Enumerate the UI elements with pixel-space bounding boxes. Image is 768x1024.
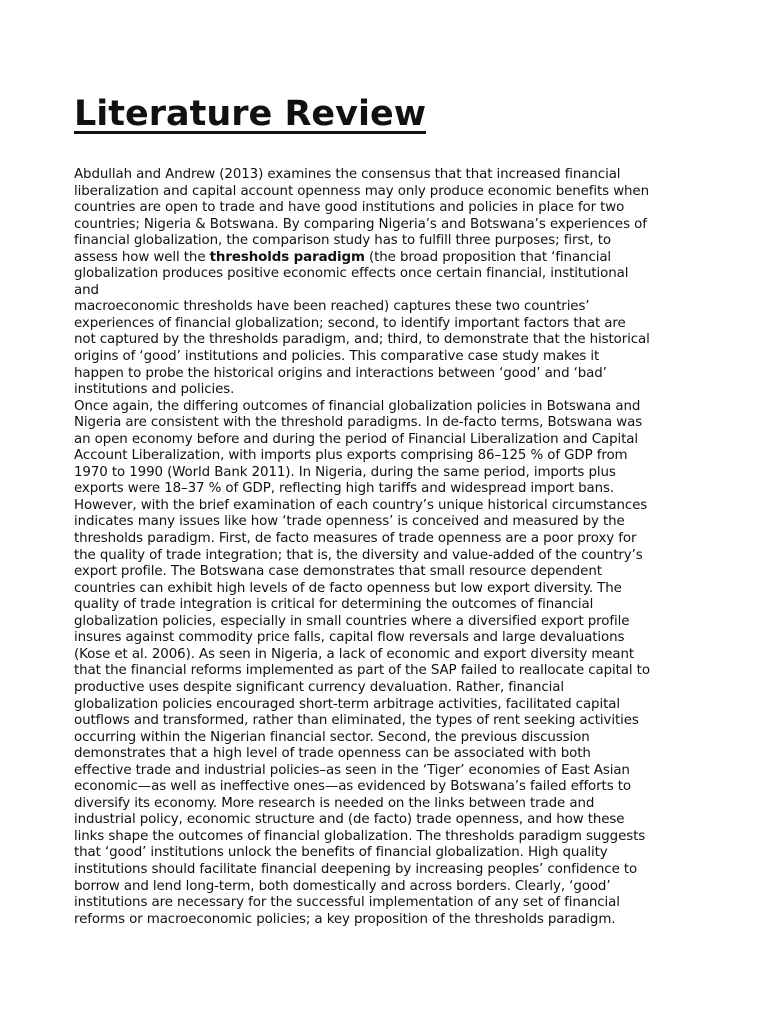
text-line: institutions should facilitate financial deepening by increasing peoples’ confidence to [74,861,638,877]
text-line: thresholds paradigm. First, de facto measures of trade openness are a poor proxy for [74,531,637,547]
text-line: and [74,282,99,298]
text-line: happen to probe the historical origins and interactions between ‘good’ and ‘bad’ [74,365,607,381]
text-line: links shape the outcomes of financial globalization. The thresholds paradigm suggests [74,828,646,844]
text-line: globalization produces positive economic effects once certain financial, institutional [74,266,629,282]
text-line: 1970 to 1990 (World Bank 2011). In Nigeria, during the same period, imports plus [74,464,616,480]
text-line: productive uses despite significant currency devaluation. Rather, financial [74,679,565,695]
text-line: export profile. The Botswana case demonstrates that small resource dependent [74,564,602,580]
text-line: globalization policies encouraged short-term arbitrage activities, facilitated capital [74,696,620,712]
text-line: Once again, the differing outcomes of financial globalization policies in Botswana and [74,398,641,414]
text-line: experiences of financial globalization; second, to identify important factors that are [74,315,626,331]
text-line: (Kose et al. 2006). As seen in Nigeria, a lack of economic and export diversity meant [74,646,635,662]
text-line: countries can exhibit high levels of de facto openness but low export diversity. The [74,580,622,596]
text-line [74,250,684,267]
text-line: that the financial reforms implemented as part of the SAP failed to reallocate capital to [74,663,650,679]
text-line: Nigeria are consistent with the threshold paradigms. In de-facto terms, Botswana was [74,415,643,431]
text-line: outflows and transformed, rather than eliminated, the types of rent seeking activities [74,713,639,729]
page-title: Literature Review [74,94,427,134]
text-line: reforms or macroeconomic policies; a key proposition of the thresholds paradigm. [74,911,616,927]
text-line: However, with the brief examination of each country’s unique historical circumstances [74,497,648,513]
text-line: institutions and policies. [74,382,235,398]
text-line: an open economy before and during the period of Financial Liberalization and Capital [74,431,638,447]
text-line: that ‘good’ institutions unlock the benefits of financial globalization. High quality [74,845,608,861]
bold-term: thresholds paradigm [209,249,365,265]
text-line: countries are open to trade and have good institutions and policies in place for two [74,200,625,216]
text-line: Abdullah and Andrew (2013) examines the consensus that that increased financial [74,167,621,182]
paragraph-2 [74,399,684,929]
text-line: indicates many issues like how ‘trade openness’ is conceived and measured by the [74,514,625,530]
text-line: not captured by the thresholds paradigm, and; third, to demonstrate that the historical [74,332,650,348]
text-line: origins of ‘good’ institutions and policies. This comparative case study makes it [74,349,600,365]
text-line: globalization policies, especially in small countries where a diversified export profile [74,613,630,629]
text-segment: assess how well the [74,249,210,265]
text-line: institutions are necessary for the successful implementation of any set of financial [74,895,620,911]
document-body [74,167,684,928]
text-segment: (the broad proposition that ‘financial [364,249,612,265]
text-line: Account Liberalization, with imports plus exports comprising 86–125 % of GDP from [74,448,628,464]
text-line: liberalization and capital account openness may only produce economic benefits when [74,183,649,199]
text-line: macroeconomic thresholds have been reached) captures these two countries’ [74,299,590,315]
text-line: effective trade and industrial policies–as seen in the ‘Tiger’ economies of East Asian [74,762,630,778]
text-line: countries; Nigeria & Botswana. By comparing Nigeria’s and Botswana’s experiences of [74,216,647,232]
paragraph-1 [74,167,684,399]
text-line: quality of trade integration is critical for determining the outcomes of financial [74,597,594,613]
text-line: exports were 18–37 % of GDP, reflecting high tariffs and widespread import bans. [74,481,615,497]
text-line: insures against commodity price falls, capital flow reversals and large devaluations [74,630,625,646]
text-line: borrow and lend long-term, both domestically and across borders. Clearly, ‘good’ [74,878,611,894]
text-line: industrial policy, economic structure and (de facto) trade openness, and how these [74,812,625,828]
text-line: economic—as well as ineffective ones—as evidenced by Botswana’s failed efforts to [74,779,631,795]
text-line: financial globalization, the comparison study has to fulfill three purposes; first, to [74,233,611,249]
text-line: occurring within the Nigerian financial sector. Second, the previous discussion [74,729,590,745]
text-line: diversify its economy. More research is needed on the links between trade and [74,795,595,811]
text-line: demonstrates that a high level of trade openness can be associated with both [74,746,591,762]
text-line: the quality of trade integration; that is, the diversity and value-added of the country’s [74,547,643,563]
